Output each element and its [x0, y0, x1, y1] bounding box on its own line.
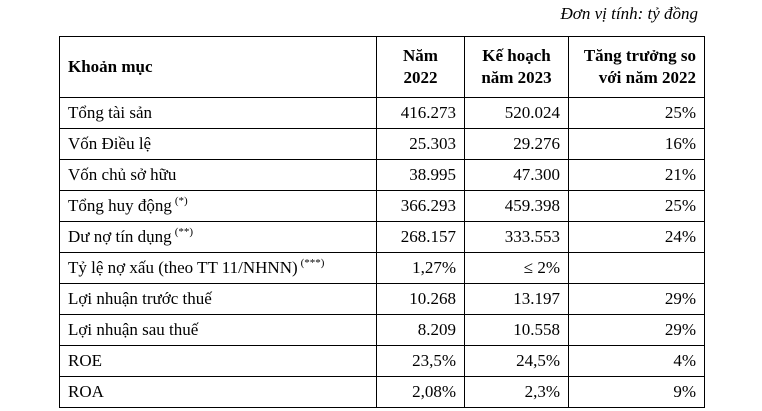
- table-row: [60, 377, 705, 408]
- value-plan-2023: 29.276: [465, 129, 569, 160]
- value-growth: 4%: [569, 346, 705, 377]
- value-growth: 24%: [569, 222, 705, 253]
- value-2022: 416.273: [377, 98, 465, 129]
- table-row: [60, 284, 705, 315]
- row-label-cell: [60, 377, 377, 408]
- row-label: Lợi nhuận trước thuế: [68, 289, 212, 308]
- row-label-cell: [60, 98, 377, 129]
- row-label-cell: [60, 284, 377, 315]
- table-row: [60, 129, 705, 160]
- table-row: [60, 346, 705, 377]
- row-label: Vốn Điều lệ: [68, 134, 152, 153]
- header-growth: Tăng trưởng so với năm 2022: [569, 37, 705, 98]
- row-label: Vốn chủ sở hữu: [68, 165, 177, 184]
- value-growth: 21%: [569, 160, 705, 191]
- value-2022: 25.303: [377, 129, 465, 160]
- table-row: [60, 253, 705, 284]
- value-2022: 366.293: [377, 191, 465, 222]
- row-label-cell: [60, 222, 377, 253]
- value-2022: 268.157: [377, 222, 465, 253]
- value-2022: 10.268: [377, 284, 465, 315]
- row-label-cell: [60, 129, 377, 160]
- footnote-marker: (***): [300, 257, 325, 270]
- unit-note: Đơn vị tính: tỷ đồng: [560, 4, 698, 23]
- value-2022: 38.995: [377, 160, 465, 191]
- row-label: Tổng tài sản: [68, 103, 153, 122]
- table-row: [60, 191, 705, 222]
- table-row: [60, 160, 705, 191]
- value-growth: [569, 253, 705, 284]
- value-plan-2023: ≤ 2%: [465, 253, 569, 284]
- value-plan-2023: 10.558: [465, 315, 569, 346]
- value-plan-2023: 24,5%: [465, 346, 569, 377]
- table-row: [60, 315, 705, 346]
- value-growth: 29%: [569, 315, 705, 346]
- header-plan-2023: Kế hoạch năm 2023: [465, 37, 569, 98]
- table-row: [60, 98, 705, 129]
- value-2022: 23,5%: [377, 346, 465, 377]
- financial-plan-table: [59, 36, 705, 408]
- row-label-cell: [60, 253, 377, 284]
- header-year-2022: Năm 2022: [377, 37, 465, 98]
- row-label: Lợi nhuận sau thuế: [68, 320, 199, 339]
- value-growth: 25%: [569, 191, 705, 222]
- value-plan-2023: 47.300: [465, 160, 569, 191]
- value-plan-2023: 520.024: [465, 98, 569, 129]
- row-label: Dư nợ tín dụng: [68, 227, 172, 246]
- row-label: Tổng huy động: [68, 196, 172, 215]
- value-plan-2023: 333.553: [465, 222, 569, 253]
- row-label: ROE: [68, 351, 102, 370]
- value-growth: 9%: [569, 377, 705, 408]
- row-label-cell: [60, 160, 377, 191]
- row-label-cell: [60, 191, 377, 222]
- table-row: [60, 222, 705, 253]
- row-label-cell: [60, 315, 377, 346]
- value-growth: 29%: [569, 284, 705, 315]
- value-plan-2023: 13.197: [465, 284, 569, 315]
- header-row: [60, 37, 705, 98]
- value-plan-2023: 459.398: [465, 191, 569, 222]
- value-2022: 1,27%: [377, 253, 465, 284]
- header-item: Khoản mục: [60, 37, 377, 98]
- footnote-marker: (**): [174, 226, 194, 239]
- value-growth: 25%: [569, 98, 705, 129]
- row-label-cell: [60, 346, 377, 377]
- value-growth: 16%: [569, 129, 705, 160]
- value-plan-2023: 2,3%: [465, 377, 569, 408]
- value-2022: 8.209: [377, 315, 465, 346]
- row-label: ROA: [68, 382, 104, 401]
- row-label: Tỷ lệ nợ xấu (theo TT 11/NHNN): [68, 258, 298, 277]
- value-2022: 2,08%: [377, 377, 465, 408]
- footnote-marker: (*): [174, 195, 188, 208]
